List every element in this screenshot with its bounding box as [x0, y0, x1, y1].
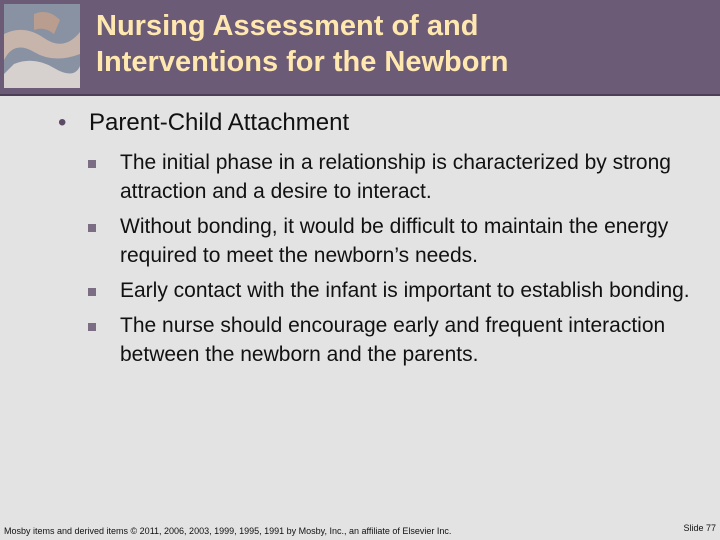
- square-bullet-icon: [88, 160, 96, 168]
- square-bullet-icon: [88, 288, 96, 296]
- sub-bullet: [58, 276, 698, 305]
- slide-content: [58, 108, 698, 375]
- main-bullet: [58, 108, 698, 138]
- slide-title: [96, 8, 696, 80]
- sub-bullet-text: Without bonding, it would be difficult to maintain the energy required to meet the newborn’s needs.: [120, 215, 669, 267]
- sub-bullet: [58, 212, 698, 270]
- round-bullet-icon: •: [58, 109, 67, 136]
- copyright-footer: Mosby items and derived items © 2011, 2006, 2003, 1999, 1995, 1991 by Mosby, Inc., an affiliate of Elsevier Inc.: [4, 526, 452, 536]
- sub-bullet-list: [58, 148, 698, 369]
- slide-number: Slide 77: [683, 523, 716, 533]
- square-bullet-icon: [88, 323, 96, 331]
- sub-bullet-text: Early contact with the infant is important to establish bonding.: [120, 279, 690, 302]
- sub-bullet: [58, 311, 698, 369]
- slide-title-line1: Nursing Assessment of and: [96, 10, 479, 42]
- header-banner: [0, 0, 720, 96]
- sub-bullet-text: The initial phase in a relationship is characterized by strong attraction and a desire to interact.: [120, 151, 671, 203]
- hands-image-icon: [4, 4, 80, 88]
- header-photo: [4, 4, 80, 88]
- sub-bullet-text: The nurse should encourage early and frequent interaction between the newborn and the parents.: [120, 314, 666, 366]
- slide-title-line2: Interventions for the Newborn: [96, 46, 509, 78]
- square-bullet-icon: [88, 224, 96, 232]
- main-bullet-text: Parent-Child Attachment: [89, 109, 350, 136]
- sub-bullet: [58, 148, 698, 206]
